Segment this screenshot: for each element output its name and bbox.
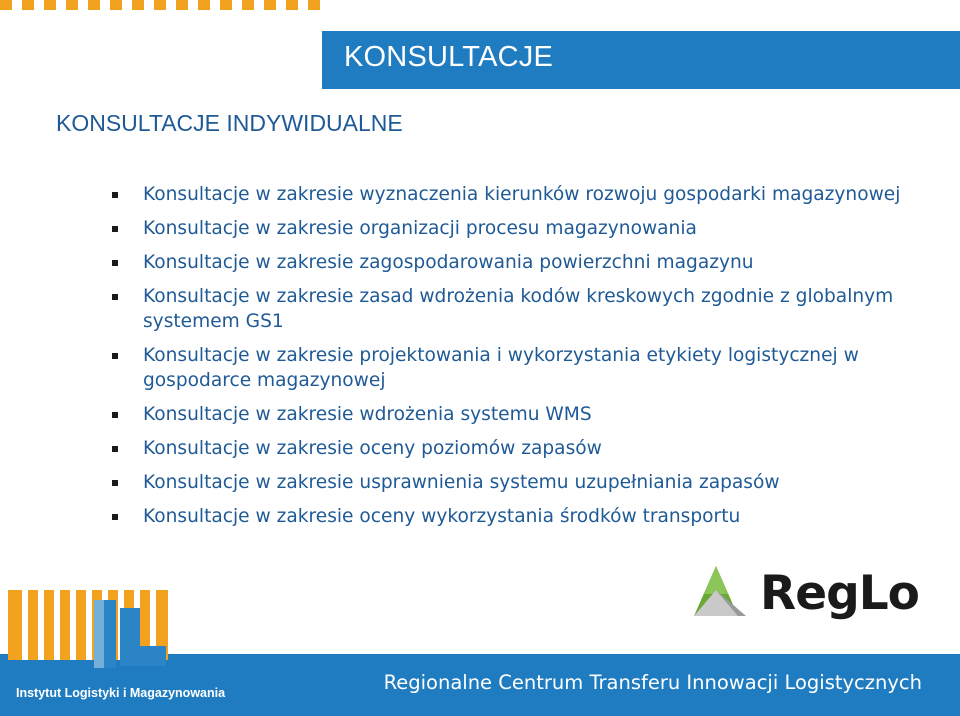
reglo-logo-text: RegLo bbox=[760, 566, 919, 621]
list-item bbox=[110, 250, 940, 275]
list-item-text: Konsultacje w zakresie organizacji procesu magazynowania bbox=[143, 218, 697, 239]
bullet-square-icon bbox=[112, 226, 118, 232]
footer-title: Regionalne Centrum Transferu Innowacji Logistycznych bbox=[383, 671, 922, 694]
slide-title: KONSULTACJE bbox=[344, 41, 553, 73]
list-item bbox=[110, 470, 940, 495]
bullet-square-icon bbox=[112, 260, 118, 266]
bullet-square-icon bbox=[112, 294, 118, 300]
list-item-text: Konsultacje w zakresie projektowania i wykorzystania etykiety logistycznej w gospodarce magazynowej bbox=[143, 345, 859, 391]
list-item bbox=[110, 182, 940, 207]
list-item bbox=[110, 402, 940, 427]
list-item bbox=[110, 504, 940, 529]
bullet-square-icon bbox=[112, 412, 118, 418]
list-item bbox=[110, 284, 940, 334]
list-item-text: Konsultacje w zakresie usprawnienia systemu uzupełniania zapasów bbox=[143, 472, 780, 493]
list-item-text: Konsultacje w zakresie oceny wykorzystania środków transportu bbox=[143, 506, 741, 527]
bullet-square-icon bbox=[112, 353, 118, 359]
list-item-text: Konsultacje w zakresie zagospodarowania powierzchni magazynu bbox=[143, 252, 754, 273]
bullet-square-icon bbox=[112, 446, 118, 452]
bullet-square-icon bbox=[112, 480, 118, 486]
list-item-text: Konsultacje w zakresie zasad wdrożenia kodów kreskowych zgodnie z globalnym systemem GS1 bbox=[143, 286, 894, 332]
list-item bbox=[110, 343, 940, 393]
institute-name: Instytut Logistyki i Magazynowania bbox=[16, 686, 226, 700]
list-item bbox=[110, 216, 940, 241]
top-decorative-dots bbox=[0, 0, 330, 10]
bullet-square-icon bbox=[112, 514, 118, 520]
list-item bbox=[110, 436, 940, 461]
title-bar bbox=[322, 31, 960, 89]
list-item-text: Konsultacje w zakresie wyznaczenia kierunków rozwoju gospodarki magazynowej bbox=[143, 184, 901, 205]
list-item-text: Konsultacje w zakresie oceny poziomów zapasów bbox=[143, 438, 602, 459]
bullet-list bbox=[110, 182, 940, 538]
bullet-square-icon bbox=[112, 192, 118, 198]
slide-subtitle: KONSULTACJE INDYWIDUALNE bbox=[56, 110, 403, 136]
list-item-text: Konsultacje w zakresie wdrożenia systemu WMS bbox=[143, 404, 592, 425]
